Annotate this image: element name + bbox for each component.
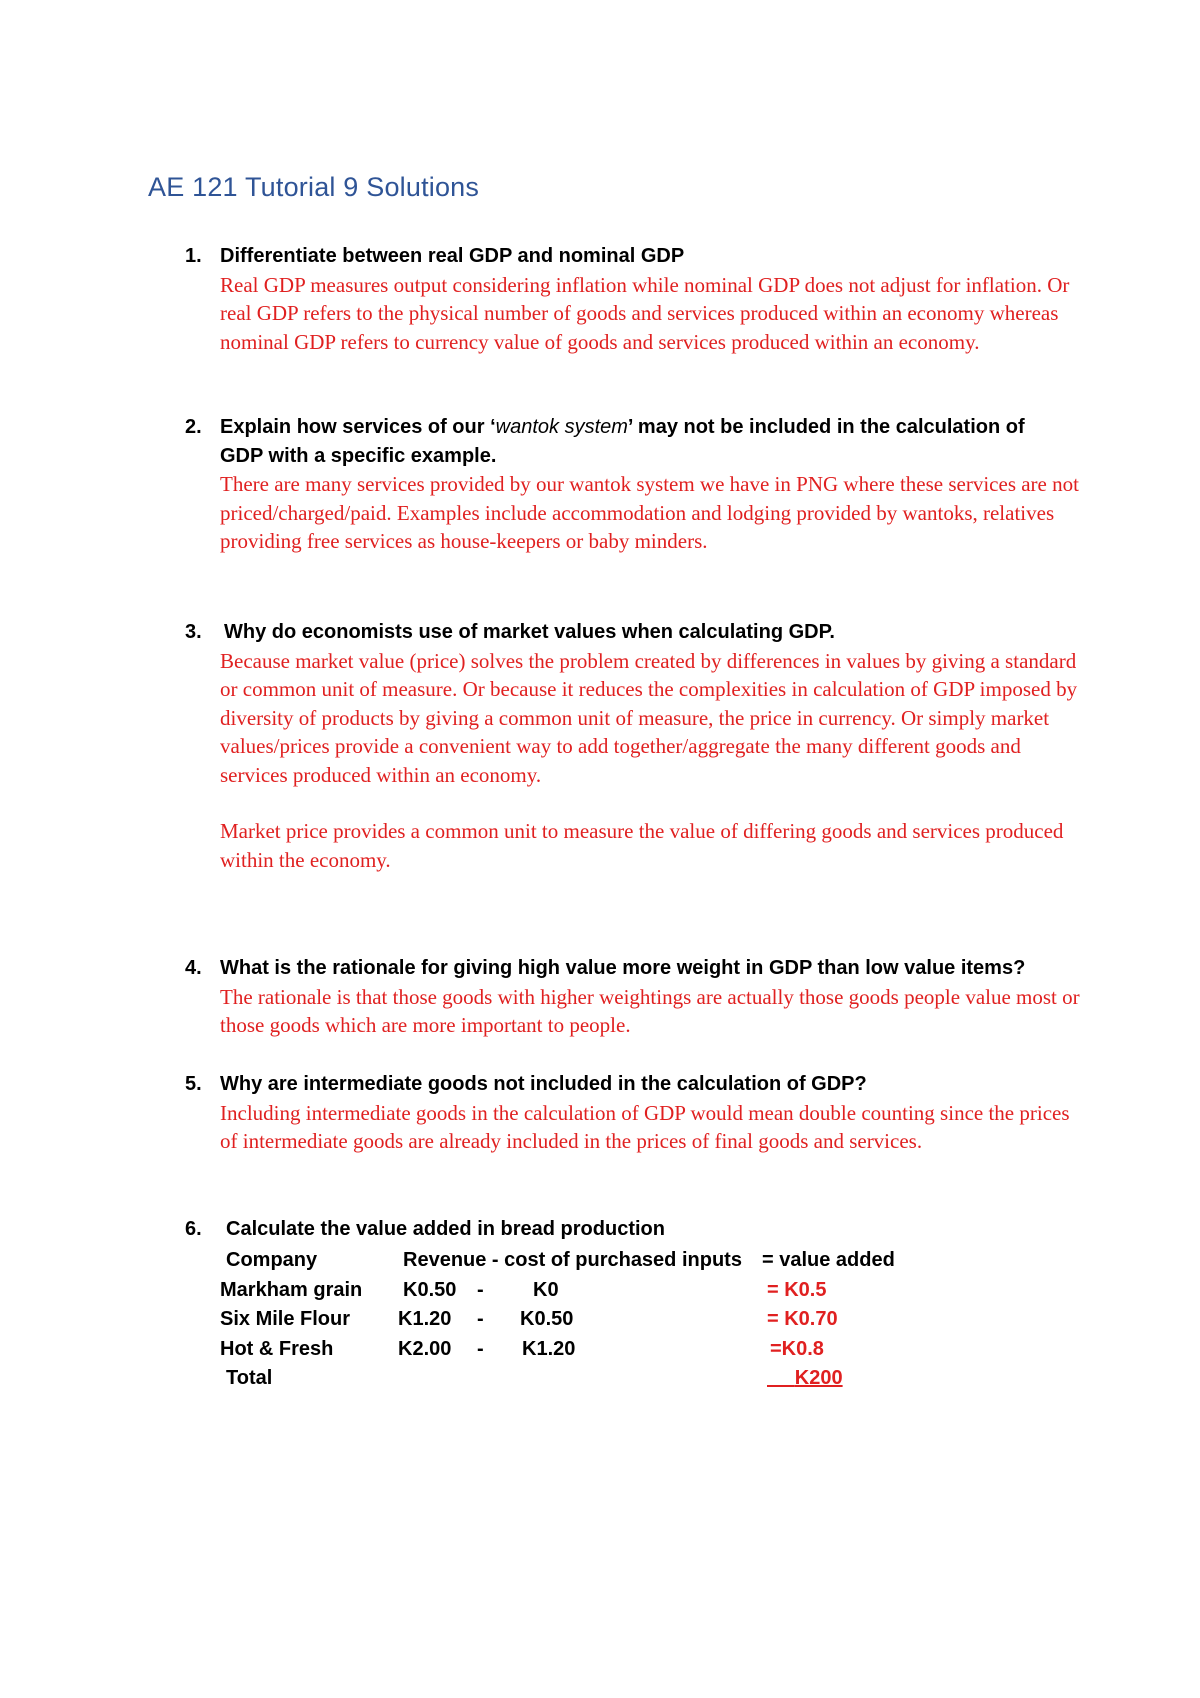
header-formula: Revenue - cost of purchased inputs — [403, 1249, 742, 1271]
row-value-added: = K0.70 — [767, 1308, 838, 1330]
question-5 — [185, 1070, 1085, 1156]
row-company: Hot & Fresh — [220, 1337, 334, 1360]
total-label: Total — [226, 1367, 273, 1389]
question-text: What is the rationale for giving high value more weight in GDP than low value items? — [220, 957, 1026, 979]
row-company: Six Mile Flour — [220, 1308, 351, 1330]
total-value — [767, 1364, 843, 1394]
answer-text — [220, 1099, 1080, 1156]
answer-text — [220, 647, 1080, 875]
row-value-added: =K0.8 — [770, 1337, 824, 1360]
row-cost: K0 — [533, 1278, 559, 1301]
row-revenue: K2.00 — [398, 1337, 452, 1360]
row-revenue: K1.20 — [398, 1308, 452, 1330]
row-cost: K0.50 — [520, 1308, 574, 1330]
answer-paragraph: The rationale is that those goods with higher weightings are actually those goods people value most or those goods which are more important to people. — [220, 984, 1080, 1037]
question-text: Why are intermediate goods not included in the calculation of GDP? — [220, 1073, 867, 1095]
question-number: 3. — [185, 621, 202, 643]
row-minus: - — [477, 1308, 484, 1330]
answer-text — [220, 271, 1080, 357]
row-value-added: = K0.5 — [767, 1278, 827, 1301]
header-result: = value added — [762, 1249, 895, 1271]
question-text-part: ’ may not be included in the calculation of GDP with a specific example. — [220, 416, 1025, 467]
question-2 — [185, 413, 1085, 556]
row-revenue: K0.50 — [403, 1278, 457, 1301]
answer-paragraph: Real GDP measures output considering inflation while nominal GDP does not adjust for inflation. Or real GDP refers to the physical number of goods and services produced within an economy whereas nominal GDP refers to currency value of goods and services produced within an economy. — [220, 272, 1070, 354]
row-minus: - — [477, 1337, 484, 1360]
answer-paragraph: There are many services provided by our wantok system we have in PNG where these services are not priced/charged/paid. Examples include accommodation and lodging provided by wantoks, relatives providing free services as house-keepers or baby minders. — [220, 472, 1079, 553]
row-cost: K1.20 — [522, 1337, 576, 1360]
answer-paragraph: Including intermediate goods in the calculation of GDP would mean double counting since the prices of intermediate goods are already included in the prices of final goods and services. — [220, 1100, 1070, 1153]
question-text: Why do economists use of market values when calculating GDP. — [224, 621, 835, 643]
question-text: Calculate the value added in bread production — [226, 1218, 665, 1240]
header-company: Company — [226, 1249, 318, 1271]
question-number: 6. — [185, 1218, 202, 1240]
question-4 — [185, 954, 1085, 1040]
question-text — [220, 413, 1060, 470]
question-number: 1. — [185, 245, 202, 267]
answer-text — [220, 983, 1080, 1040]
row-minus: - — [477, 1278, 484, 1301]
answer-text — [220, 470, 1080, 556]
question-6 — [185, 1215, 1085, 1244]
answer-paragraph: Market price provides a common unit to measure the value of differing goods and services produced within the economy. — [220, 819, 1064, 872]
question-1 — [185, 242, 1085, 356]
answer-paragraph: Because market value (price) solves the problem created by differences in values by giving a standard or common unit of measure. Or because it reduces the complexities in calculation of GDP imposed by diversity of products by giving a common unit of measure, the price in currency. Or simply market values/prices provide a convenient way to add together/aggregate the many different goods and services produced within an economy. — [220, 648, 1078, 787]
row-company: Markham grain — [220, 1278, 363, 1301]
question-number: 4. — [185, 957, 202, 979]
question-text: Differentiate between real GDP and nominal GDP — [220, 245, 685, 267]
page-title: AE 121 Tutorial 9 Solutions — [148, 172, 480, 202]
total-value-text: K200 — [794, 1367, 843, 1389]
question-number: 5. — [185, 1073, 202, 1095]
question-number: 2. — [185, 416, 202, 438]
question-3 — [185, 618, 1085, 874]
question-text-part: Explain how services of our ‘ — [220, 416, 496, 438]
question-text-italic: wantok system — [495, 416, 628, 438]
